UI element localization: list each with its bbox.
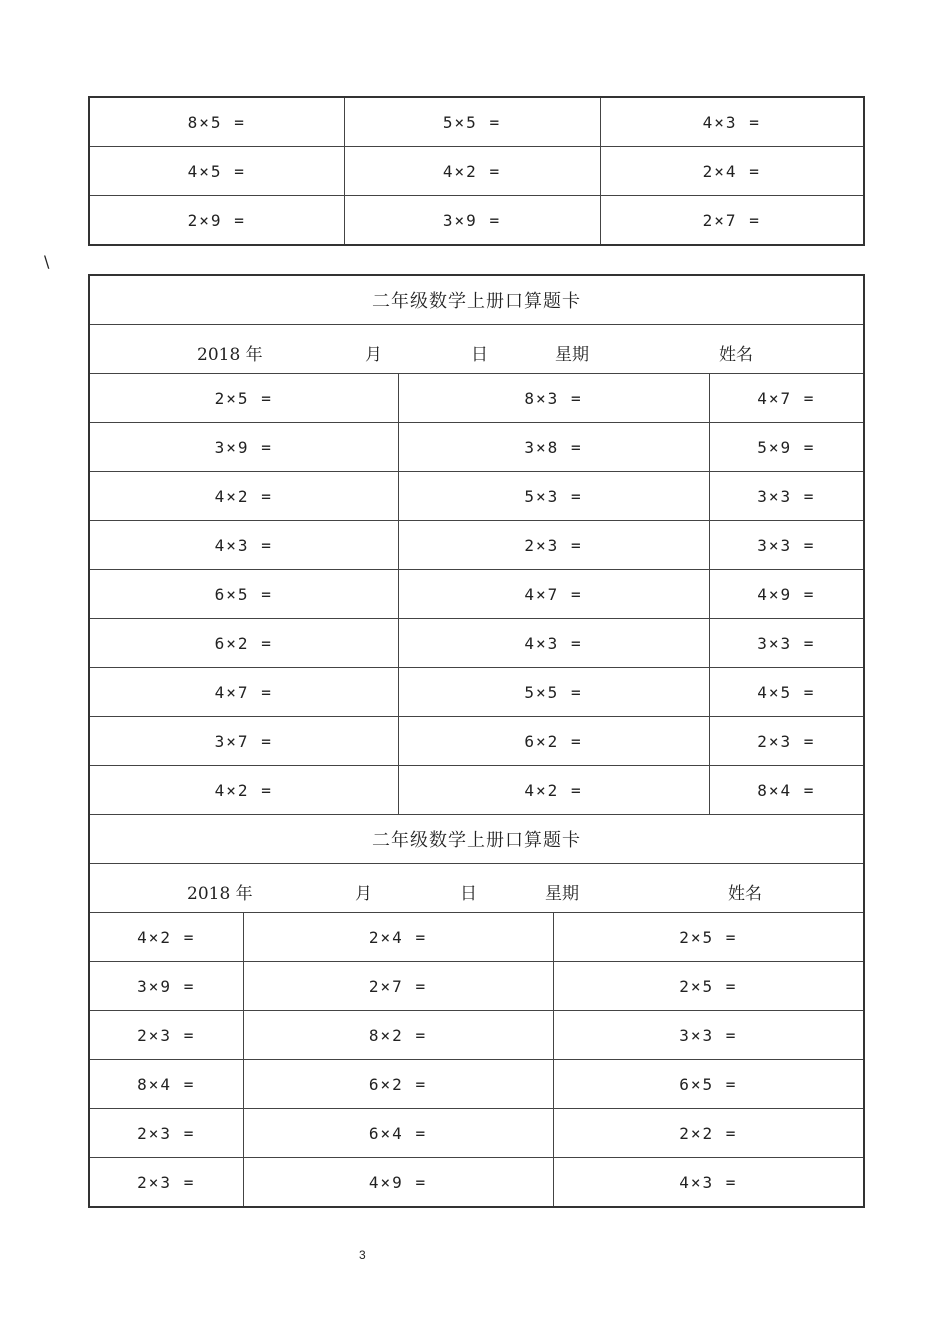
problem-cell: 5×3 = [398,472,709,521]
problem-cell: 5×5 = [398,668,709,717]
problem-cell: 2×7 = [243,962,553,1011]
problem-cell: 8×5 = [89,97,344,147]
problem-row [89,1011,864,1060]
problem-row [89,913,864,962]
problem-row [89,766,864,815]
problem-row [89,619,864,668]
info-month: 月 [365,345,382,365]
problem-cell: 2×3 = [89,1158,243,1208]
problem-row [89,374,864,423]
problem-cell: 8×3 = [398,374,709,423]
card-title-row [89,815,864,864]
problem-cell: 4×3 = [553,1158,864,1208]
problem-cell: 3×7 = [89,717,398,766]
problem-cell: 2×3 = [709,717,864,766]
problem-cell: 3×3 = [709,521,864,570]
problem-cell: 4×2 = [89,913,243,962]
problem-row [89,717,864,766]
problem-cell: 4×7 = [89,668,398,717]
card-title: 二年级数学上册口算题卡 [89,275,864,325]
problem-cell: 3×9 = [89,423,398,472]
info-name: 姓名 [728,884,762,904]
card-info [89,325,864,374]
problem-cell: 3×3 = [709,472,864,521]
problem-cell: 4×7 = [709,374,864,423]
problem-cell: 4×9 = [709,570,864,619]
problem-cell: 6×5 = [89,570,398,619]
problem-cell: 6×4 = [243,1109,553,1158]
problem-row [89,196,864,246]
problem-cell: 2×3 = [89,1011,243,1060]
problem-cell: 6×5 = [553,1060,864,1109]
problem-cell: 4×2 = [344,147,600,196]
problem-cell: 6×2 = [89,619,398,668]
problem-cell: 4×3 = [398,619,709,668]
info-month: 月 [355,884,372,904]
problem-cell: 2×9 = [89,196,344,246]
problem-cell: 3×3 = [553,1011,864,1060]
problem-cell: 4×2 = [89,472,398,521]
problem-cell: 4×2 = [89,766,398,815]
problem-cell: 4×3 = [600,97,864,147]
problem-row [89,1109,864,1158]
card-title-row [89,275,864,325]
problem-row [89,1158,864,1208]
info-name: 姓名 [719,345,753,365]
card-title: 二年级数学上册口算题卡 [89,815,864,864]
problem-row [89,521,864,570]
problem-cell: 2×5 = [553,913,864,962]
info-day: 日 [471,345,488,365]
problem-row [89,962,864,1011]
problem-cell: 2×3 = [398,521,709,570]
problem-cell: 8×4 = [89,1060,243,1109]
card-info [89,864,864,913]
problem-row [89,147,864,196]
info-weekday: 星期 [555,345,589,365]
problem-cell: 2×5 = [89,374,398,423]
problem-cell: 6×2 = [243,1060,553,1109]
info-year: 2018 年 [187,884,253,904]
card-info-row [89,325,864,374]
problem-cell: 2×3 = [89,1109,243,1158]
problem-row [89,570,864,619]
problem-row [89,423,864,472]
problem-cell: 8×4 = [709,766,864,815]
problem-cell: 2×4 = [600,147,864,196]
problem-row [89,472,864,521]
problem-cell: 3×3 = [709,619,864,668]
info-day: 日 [460,884,477,904]
card-info-row [89,864,864,913]
problem-cell: 6×2 = [398,717,709,766]
problem-cell: 8×2 = [243,1011,553,1060]
problem-cell: 5×9 = [709,423,864,472]
problem-row [89,668,864,717]
problem-cell: 3×9 = [89,962,243,1011]
problem-row [89,1060,864,1109]
arithmetic-card-table [88,274,865,1208]
problem-cell: 2×2 = [553,1109,864,1158]
problem-cell: 2×4 = [243,913,553,962]
problem-cell: 5×5 = [344,97,600,147]
problem-cell: 3×9 = [344,196,600,246]
info-weekday: 星期 [545,884,579,904]
problem-cell: 4×2 = [398,766,709,815]
problem-row [89,97,864,147]
top-problem-table [88,96,865,246]
problem-cell: 4×9 = [243,1158,553,1208]
problem-cell: 4×3 = [89,521,398,570]
stray-mark: \ [44,252,50,271]
problem-cell: 4×5 = [709,668,864,717]
page-number: 3 [359,1248,366,1262]
problem-cell: 3×8 = [398,423,709,472]
problem-cell: 2×7 = [600,196,864,246]
problem-cell: 4×5 = [89,147,344,196]
info-year: 2018 年 [197,345,263,365]
problem-cell: 2×5 = [553,962,864,1011]
problem-cell: 4×7 = [398,570,709,619]
